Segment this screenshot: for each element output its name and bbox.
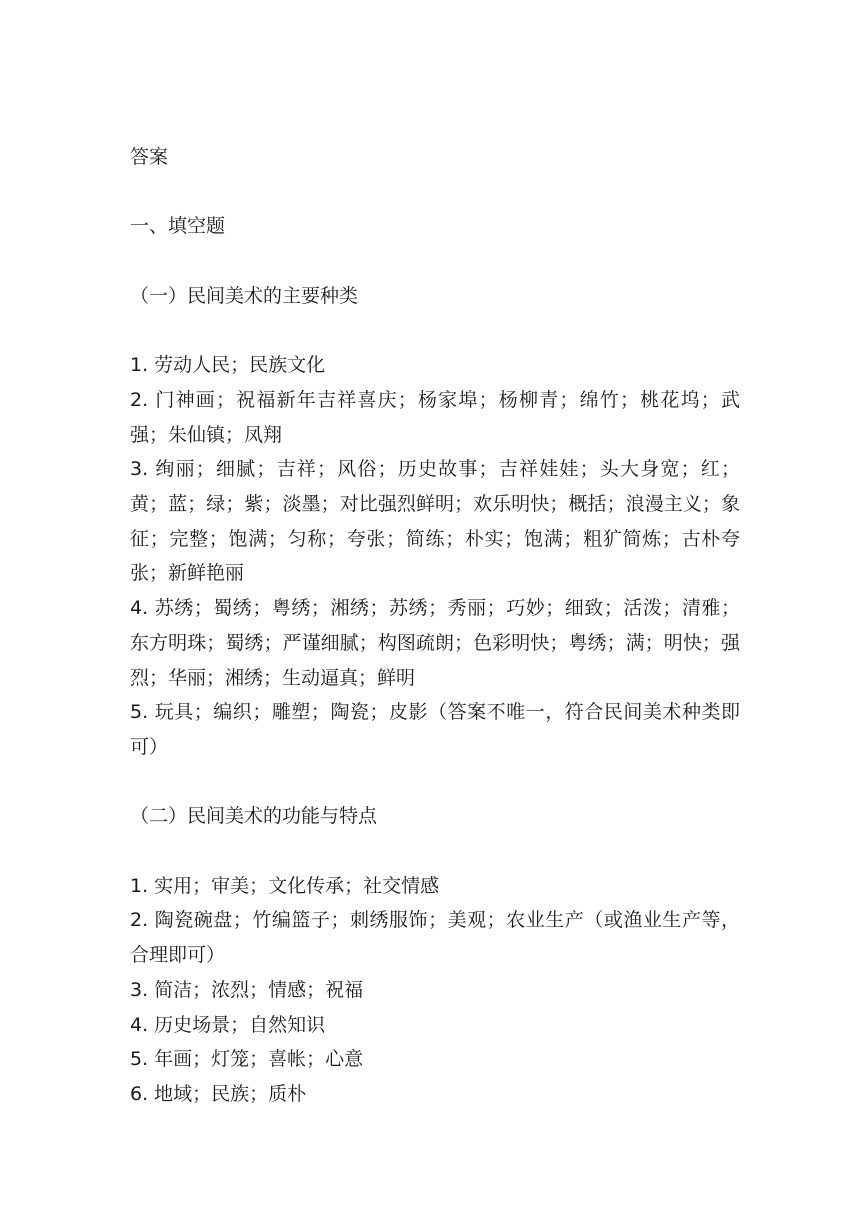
- document-title: 答案: [130, 146, 169, 168]
- answer-item: 4. 历史场景；自然知识: [130, 1013, 326, 1036]
- answer-item: 3. 绚丽；细腻；吉祥；风俗；历史故事；吉祥娃娃；头大身宽；红；黄；蓝；绿；紫；淡墨；对比强烈鲜明；欢乐明快；概括；浪漫主义；象征；完整；饱满；匀称；夸张；简练；朴实；饱满；粗犷简炼；古朴夸张；新鲜艳丽: [130, 458, 740, 585]
- spacer: [130, 313, 740, 348]
- answer-document: [130, 140, 740, 1112]
- part-heading-functions: （二）民间美术的功能与特点: [130, 805, 378, 828]
- answer-item: 5. 玩具；编织；雕塑；陶瓷；皮影（答案不唯一，符合民间美术种类即可）: [130, 701, 740, 758]
- answer-item: 6. 地域；民族；质朴: [130, 1082, 307, 1105]
- answer-item: 1. 劳动人民；民族文化: [130, 354, 326, 377]
- part-heading-types: （一）民间美术的主要种类: [130, 284, 359, 307]
- answer-item: 1. 实用；审美；文化传承；社交情感: [130, 874, 440, 897]
- answer-item: 2. 门神画；祝福新年吉祥喜庆；杨家埠；杨柳青；绵竹；桃花坞；武强；朱仙镇；凤翔: [130, 388, 740, 446]
- section-heading-fill-blank: 一、填空题: [130, 215, 226, 238]
- answer-item: 2. 陶瓷碗盘；竹编篮子；刺绣服饰；美观；农业生产（或渔业生产等，合理即可）: [130, 909, 740, 967]
- answer-item: 5. 年画；灯笼；喜帐；心意: [130, 1048, 364, 1071]
- spacer: [130, 175, 740, 210]
- answer-item: 4. 苏绣；蜀绣；粤绣；湘绣；苏绣；秀丽；巧妙；细致；活泼；清雅；东方明珠；蜀绣；严谨细腻；构图疏朗；色彩明快；粤绣；满；明快；强烈；华丽；湘绣；生动逼真；鲜明: [130, 597, 740, 689]
- spacer: [130, 765, 740, 800]
- spacer: [130, 834, 740, 869]
- answer-item: 3. 简洁；浓烈；情感；祝福: [130, 978, 364, 1001]
- spacer: [130, 244, 740, 279]
